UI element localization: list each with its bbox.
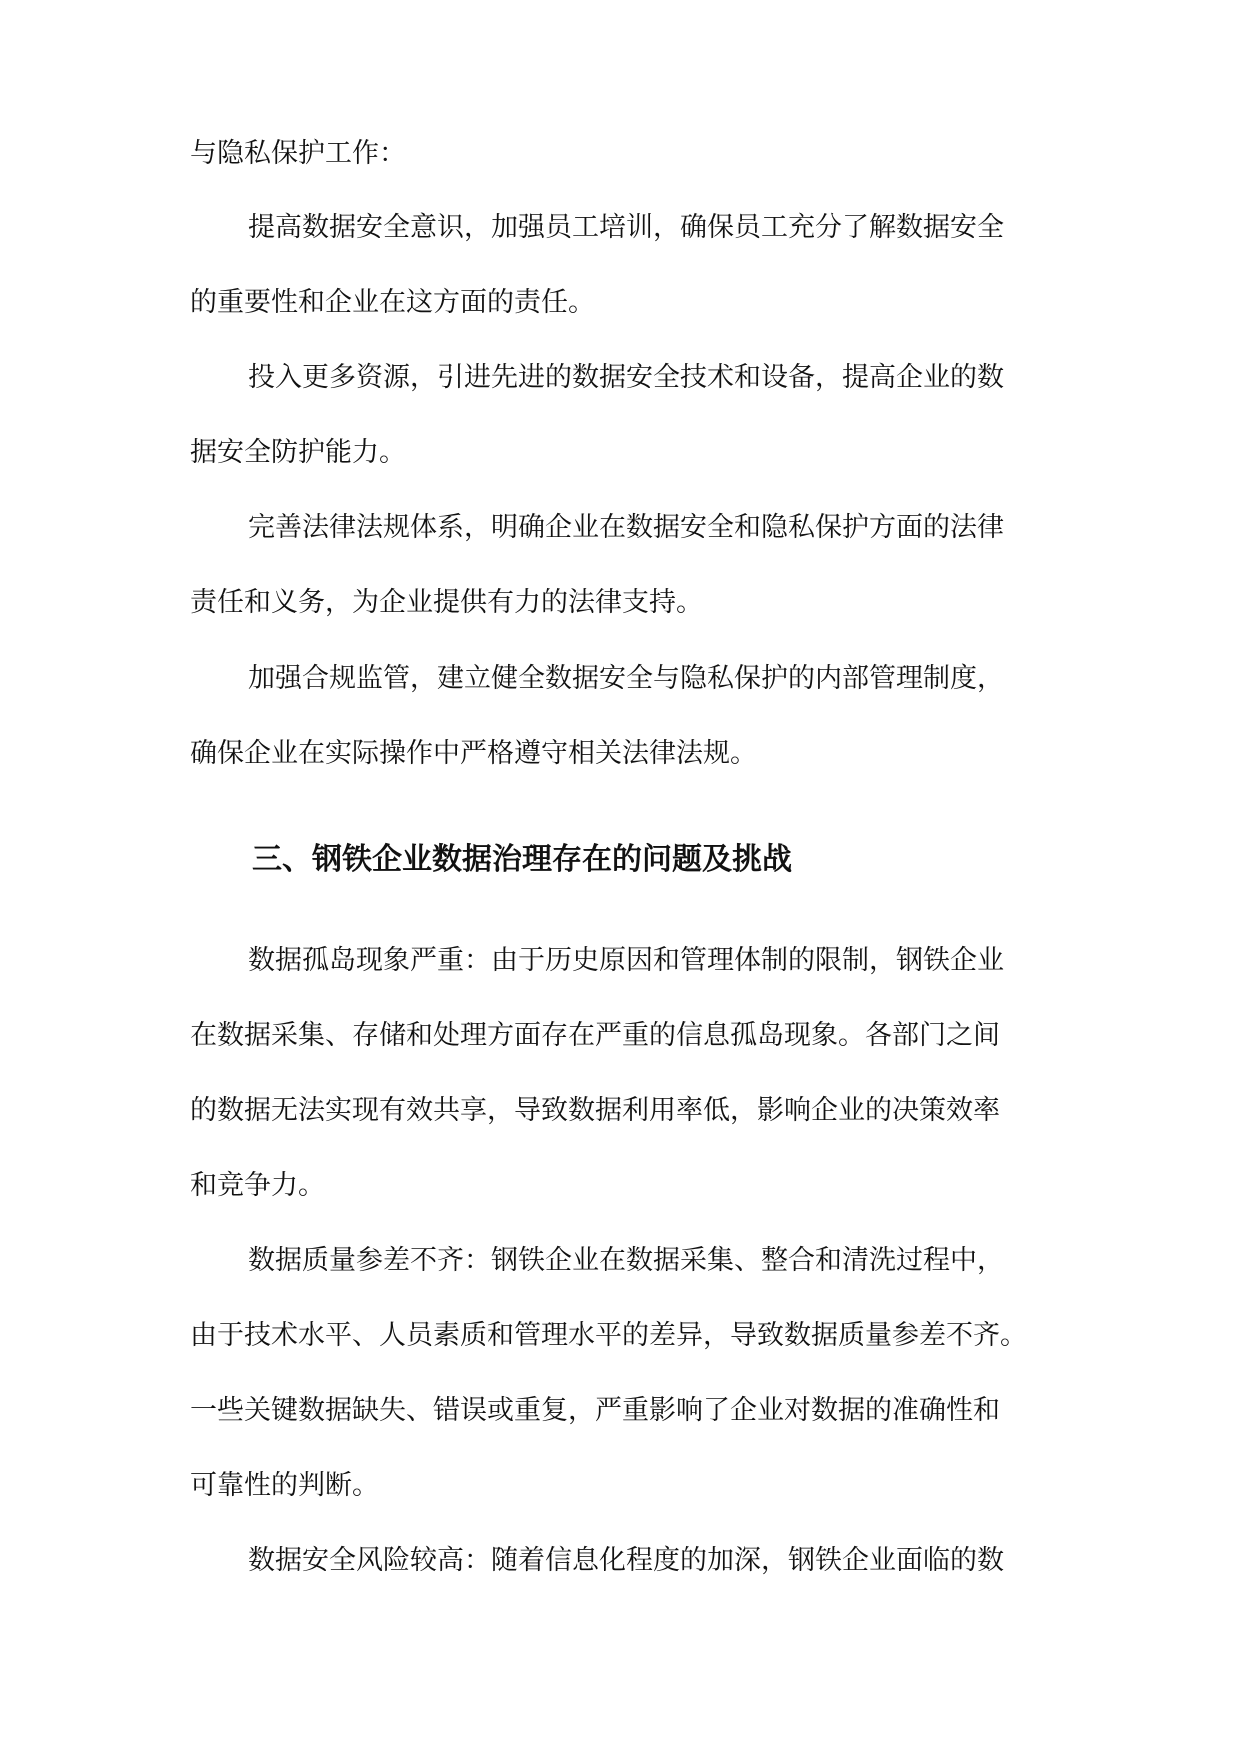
document-page: 与隐私保护工作： 提高数据安全意识，加强员工培训，确保员工充分了解数据安全 的重要性和企业在这方面的责任。 投入更多资源，引进先进的数据安全技术和设备，提高企业的数 据安全防护能力。 完善法律法规体系，明确企业在数据安全和隐私保护方面的法律 责任和义务，为企业提供有力的法律支持。 加强合规监管，建立健全数据安全与隐私保护的内部管理制度， 确保企业在实际操作中严格遵守相关法律法规。 三、钢铁企业数据治理存在的问题及挑战 数据孤岛现象严重：由于历史原因和管理体制的限制，钢铁企业 在数据采集、存储和处理方面存在严重的信息孤岛现象。各部门之间 的数据无法实现有效共享，导致数据利用率低，影响企业的决策效率 和竞争力。 数据质量参差不齐：钢铁企业在数据采集、整合和清洗过程中， 由于技术水平、人员素质和管理水平的差异，导致数据质量参差不齐。 一些关键数据缺失、错误或重复，严重影响了企业对数据的准确性和 可靠性的判断。 数据安全风险较高：随着信息化程度的加深，钢铁企业面临的数 (190, 138, 1027, 1576)
